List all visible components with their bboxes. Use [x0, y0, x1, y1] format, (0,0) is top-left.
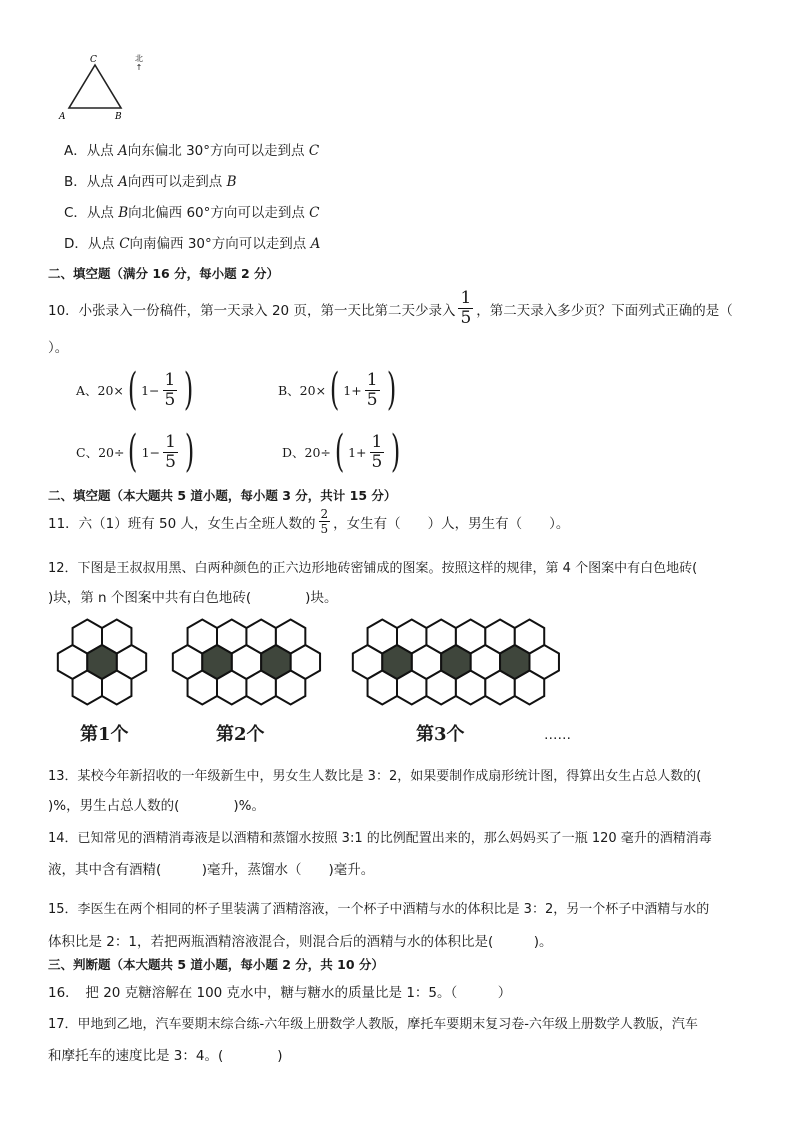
option-operator: 1+ [348, 444, 367, 460]
triangle-figure [52, 50, 162, 125]
label-b: B [115, 112, 122, 122]
pattern-label-3: 第3个 [416, 724, 465, 745]
option-text: 向东偏北 30°方向可以走到点 [127, 143, 309, 159]
black-hex-tile [382, 645, 411, 679]
point-label: C [308, 143, 320, 159]
q10-line1 [48, 290, 733, 327]
black-hex-tile [87, 645, 116, 679]
option-operator: 1− [141, 382, 160, 398]
label-a: A [59, 112, 66, 122]
hexagon-patterns-figure [55, 615, 585, 710]
q10-option-b: B、20× ( 1+ $\frac{1}{5}$ ) [278, 364, 396, 415]
q9-option-d [64, 232, 320, 252]
q15-line2: 体积比是 2：1，若把两瓶酒精溶液混合，则混合后的酒精与水的体积比是( )。 [48, 934, 553, 950]
option-text: 从点 [86, 143, 119, 159]
north-label: 北 [135, 54, 143, 63]
option-operator: 1− [141, 444, 161, 460]
option-label: C、20÷ [76, 445, 125, 460]
black-hex-tile [261, 645, 290, 679]
option-text: 从点 [87, 236, 120, 252]
option-text: 向西可以走到点 [127, 174, 227, 190]
q11-text-before: 11．六（1）班有 50 人，女生占全班人数的 [48, 515, 316, 532]
section-header: 二、填空题（本大题共 5 道小题，每小题 3 分，共计 15 分） [48, 488, 397, 503]
point-label: C [309, 205, 320, 221]
pattern-label-2: 第2个 [216, 724, 265, 745]
q11-fraction: $\frac{2}{5}$ [320, 507, 329, 536]
q10-option-d: D、20÷ ( 1+ $\frac{1}{5}$ ) [282, 426, 401, 477]
option-operator: 1+ [343, 382, 362, 398]
option-label: B、20× [278, 383, 327, 398]
q12-line2: )块，第 n 个图案中共有白色地砖( )块。 [48, 590, 338, 606]
q9-option-c [64, 201, 320, 221]
north-indicator [135, 54, 143, 72]
option-fraction: $\frac{1}{5}$ [165, 431, 176, 472]
section-header: 三、判断题（本大题共 5 道小题，每小题 2 分，共 10 分） [48, 957, 384, 972]
q12-line1: 12．下图是王叔叔用黑、白两种颜色的正六边形地砖密铺成的图案。按照这样的规律，第 4 个图案中有白色地砖( [48, 561, 698, 576]
pattern-ellipsis: …… [544, 727, 571, 743]
option-letter: A． [64, 143, 87, 159]
q10-option-c: C、20÷ ( 1− $\frac{1}{5}$ ) [76, 426, 195, 477]
q10-fraction: $\frac{1}{5}$ [460, 288, 472, 328]
option-letter: D． [64, 236, 88, 252]
q17-line2: 和摩托车的速度比是 3：4。( ) [48, 1048, 283, 1064]
q15-line1: 15．李医生在两个相同的杯子里装满了酒精溶液，一个杯子中酒精与水的体积比是 3：2，另一个杯子中酒精与水的 [48, 902, 710, 917]
point-label: B [226, 174, 237, 190]
option-fraction: $\frac{1}{5}$ [366, 369, 378, 410]
q13-line1: 13．某校今年新招收的一年级新生中，男女生人数比是 3：2，如果要制作成扇形统计图，得算出女生占总人数的( [48, 769, 702, 784]
option-text: 从点 [86, 205, 119, 221]
q14-line2: 液，其中含有酒精( )毫升，蒸馏水（ )毫升。 [48, 862, 375, 878]
q16-line: 16． 把 20 克糖溶解在 100 克水中，糖与糖水的质量比是 1：5。（ ） [48, 985, 512, 1001]
black-hex-tile [441, 645, 470, 679]
point-label: A [118, 174, 128, 190]
option-label: A、20× [76, 383, 124, 398]
section-header: 二、填空题（满分 16 分，每小题 2 分） [48, 266, 280, 281]
option-text: 向南偏西 30°方向可以走到点 [129, 236, 311, 252]
option-letter: C． [64, 205, 87, 221]
q9-option-b [64, 170, 237, 190]
option-fraction: $\frac{1}{5}$ [371, 431, 383, 472]
option-fraction: $\frac{1}{5}$ [164, 369, 176, 410]
black-hex-tile [500, 645, 529, 679]
q10-option-a: A、20× ( 1− $\frac{1}{5}$ ) [76, 364, 194, 415]
q10-line2: ）。 [48, 340, 69, 356]
q9-option-a [64, 139, 319, 159]
label-c: C [90, 55, 97, 65]
q10-text-after: ，第二天录入多少页？下面列式正确的是（ [476, 302, 733, 319]
option-text: 从点 [86, 174, 119, 190]
q13-line2: )%，男生占总人数的( )%。 [48, 798, 265, 814]
option-letter: B． [64, 174, 87, 190]
point-label: A [118, 143, 128, 159]
q10-text-before: 10．小张录入一份稿件，第一天录入 20 页，第一天比第二天少录入 [48, 302, 456, 319]
black-hex-tile [202, 645, 231, 679]
q11-line [48, 508, 569, 535]
option-label: D、20÷ [282, 445, 331, 460]
point-label: B [118, 205, 129, 221]
north-arrow-icon: ↑ [135, 63, 143, 72]
q14-line1: 14．已知常见的酒精消毒液是以酒精和蒸馏水按照 3:1 的比例配置出来的，那么妈妈买了一瓶 120 毫升的酒精消毒 [48, 831, 712, 846]
pattern-label-1: 第1个 [80, 724, 129, 745]
q11-text-after: ，女生有（ ）人，男生有（ ）。 [333, 515, 570, 532]
triangle-abc [69, 65, 121, 108]
point-label: A [310, 236, 321, 252]
option-text: 向北偏西 60°方向可以走到点 [128, 205, 310, 221]
point-label: C [119, 236, 130, 252]
q17-line1: 17．甲地到乙地，汽车要期末综合练-六年级上册数学人教版，摩托车要期末复习卷-六年级上册数学人教版，汽车 [48, 1017, 698, 1032]
